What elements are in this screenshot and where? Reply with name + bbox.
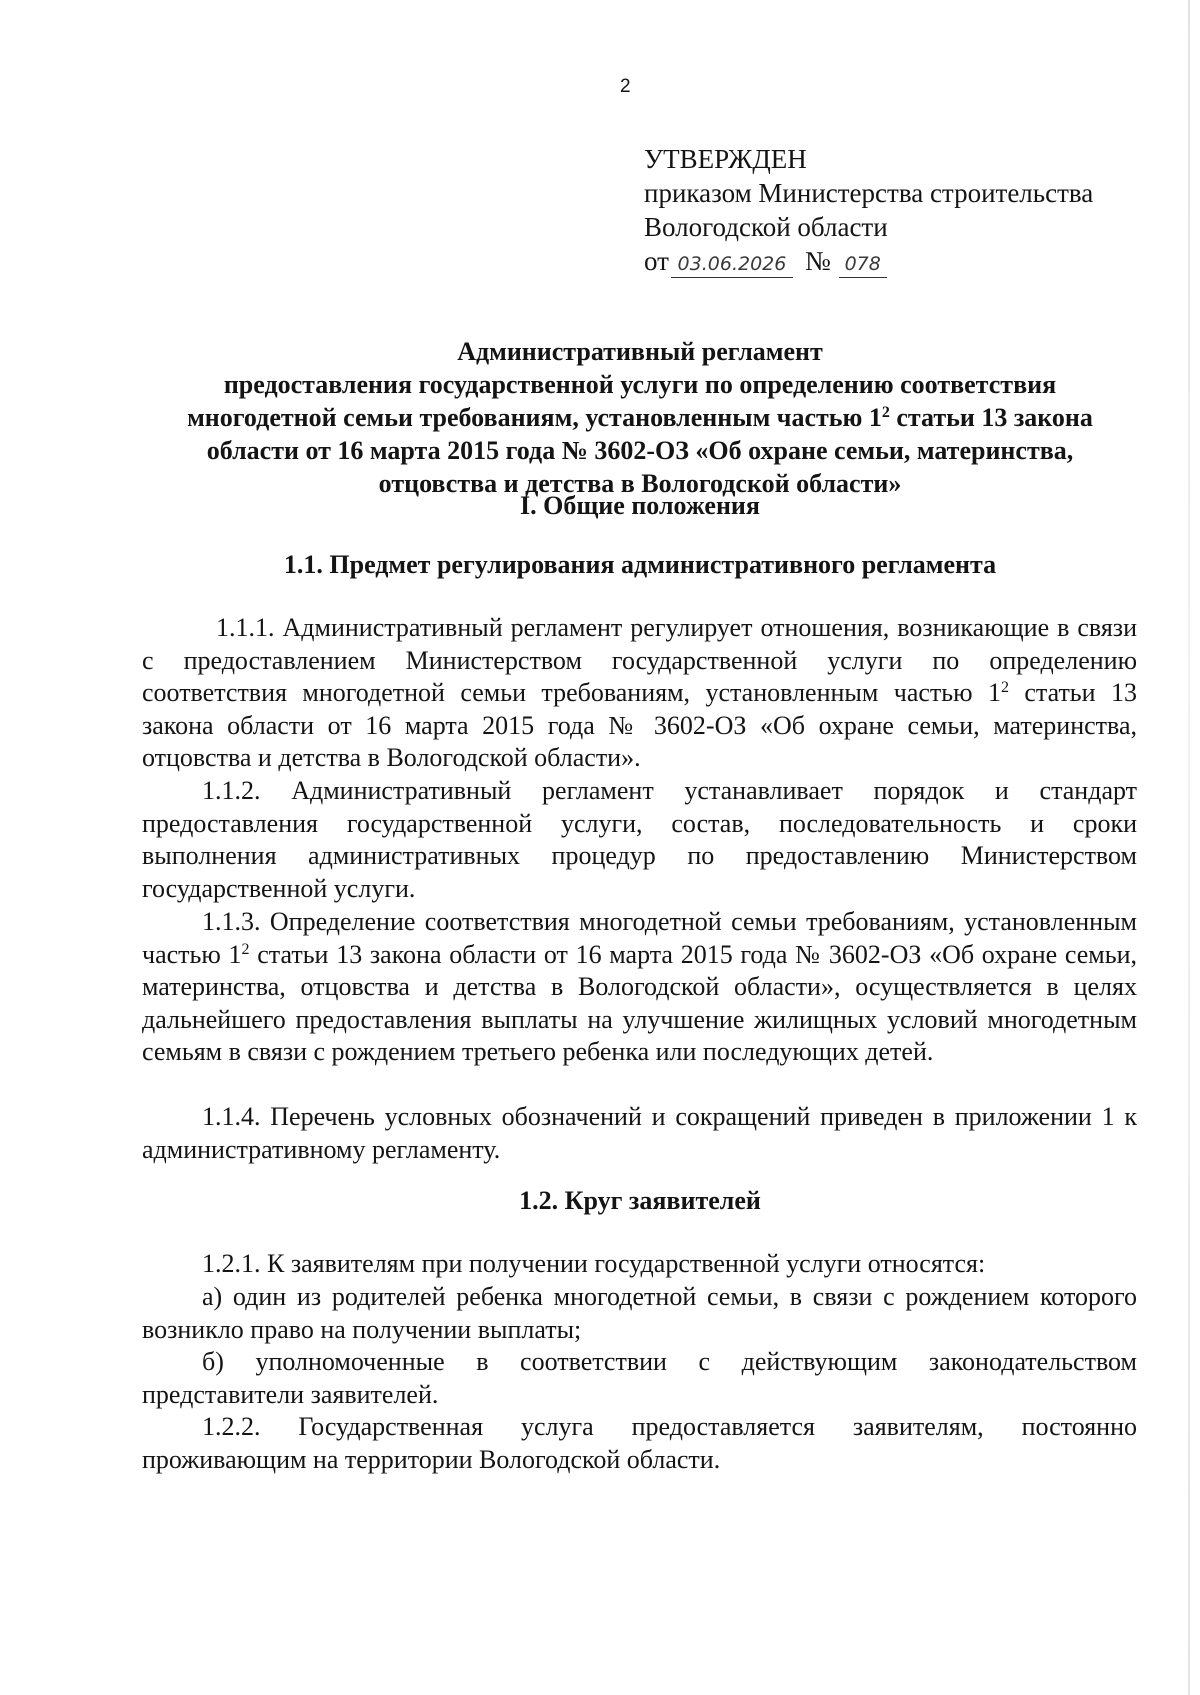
subsection-heading-1-1: 1.1. Предмет регулирования административного регламента xyxy=(283,550,997,579)
paragraph-text-end: статьи 13 закона области от 16 марта 2015 года № 3602-ОЗ «Об охране семьи, материнства, отцовства и детства в Вологодской области». xyxy=(142,678,1137,772)
paragraph-text: 1.1.4. Перечень условных обозначений и сокращений приведен в приложении 1 к административному регламенту. xyxy=(142,1102,1137,1164)
paragraph-text: 1.1.2. Административный регламент устанавливает порядок и стандарт предоставления государственной услуги, состав, последовательность и сроки выполнения административных процедур по предоставлению Министерством государственной услуги. xyxy=(142,776,1137,903)
paragraph-1-1-2 xyxy=(142,775,1137,905)
handwritten-number: 078 xyxy=(839,251,887,278)
title-line-4: области от 16 марта 2015 года № 3602-ОЗ «Об охране семьи, материнства, xyxy=(206,436,1074,465)
title-line-2: предоставления государственной услуги по определению соответствия xyxy=(223,370,1057,399)
subsection-heading-1-2: 1.2. Круг заявителей xyxy=(519,1186,761,1215)
paragraph-1-1-3 xyxy=(142,906,1137,1069)
superscript: 2 xyxy=(1000,679,1009,696)
paragraph-1-2-1 xyxy=(142,1248,1137,1281)
paragraph-text: 1.1.1. Административный регламент регулирует отношения, возникающие в связи с предоставлением Министерством государственной услуги по определению соответствия многодетной семьи требованиям, установленным частью 1 xyxy=(142,613,1137,707)
approval-region-line: Вологодской области xyxy=(644,212,888,242)
list-item-text: б) уполномоченные в соответствии с действующим законодательством представители заявителей. xyxy=(142,1347,1137,1409)
title-line-1: Административный регламент xyxy=(457,337,823,366)
superscript: 2 xyxy=(241,940,250,958)
paragraph-text: 1.2.1. К заявителям при получении государственной услуги относятся: xyxy=(202,1249,986,1278)
paragraph-text-end: статьи 13 закона области от 16 марта 2015 года № 3602-ОЗ «Об охране семьи, материнства, отцовства и детства в Вологодской области», осуществляется в целях дальнейшего предоставления выплаты на улучшение жилищных условий многодетным семьям в связи с рождением третьего ребенка или последующих детей. xyxy=(142,939,1137,1066)
approval-title: УТВЕРЖДЕН xyxy=(644,144,807,174)
handwritten-date: 03.06.2026 xyxy=(671,251,793,278)
paragraph-1-1-1 xyxy=(142,612,1137,775)
list-item-a xyxy=(142,1281,1137,1346)
number-sign: № xyxy=(804,246,831,276)
title-superscript: 2 xyxy=(881,404,890,421)
title-line-3 xyxy=(140,401,1140,434)
approval-order-line: приказом Министерства строительства xyxy=(644,178,1094,208)
paragraph-1-2-2 xyxy=(142,1411,1137,1476)
title-line-5: отцовства и детства в Вологодской области» xyxy=(378,469,902,498)
paragraph-text: 1.1.3. Определение соответствия многодетной семьи требованиям, установленным частью 1 xyxy=(142,907,1137,969)
document-title xyxy=(140,335,1140,500)
list-item-b xyxy=(142,1346,1137,1411)
page-number: 2 xyxy=(620,76,631,97)
list-item-text: а) один из родителей ребенка многодетной семьи, в связи с рождением которого возникло право на получении выплаты; xyxy=(142,1282,1137,1344)
approval-date-line xyxy=(644,244,1144,278)
date-prefix: от xyxy=(644,246,669,276)
approval-block xyxy=(644,142,1144,278)
section-heading: I. Общие положения xyxy=(520,491,760,520)
scan-edge-shadow xyxy=(1188,0,1190,1695)
paragraph-text: 1.2.2. Государственная услуга предоставляется заявителям, постоянно проживающим на территории Вологодской области. xyxy=(142,1412,1137,1474)
title-line-3-text: многодетной семьи требованиям, установленным частью 1 xyxy=(187,403,882,432)
paragraph-1-1-4 xyxy=(142,1101,1137,1166)
title-line-3-end: статьи 13 закона xyxy=(889,403,1093,432)
